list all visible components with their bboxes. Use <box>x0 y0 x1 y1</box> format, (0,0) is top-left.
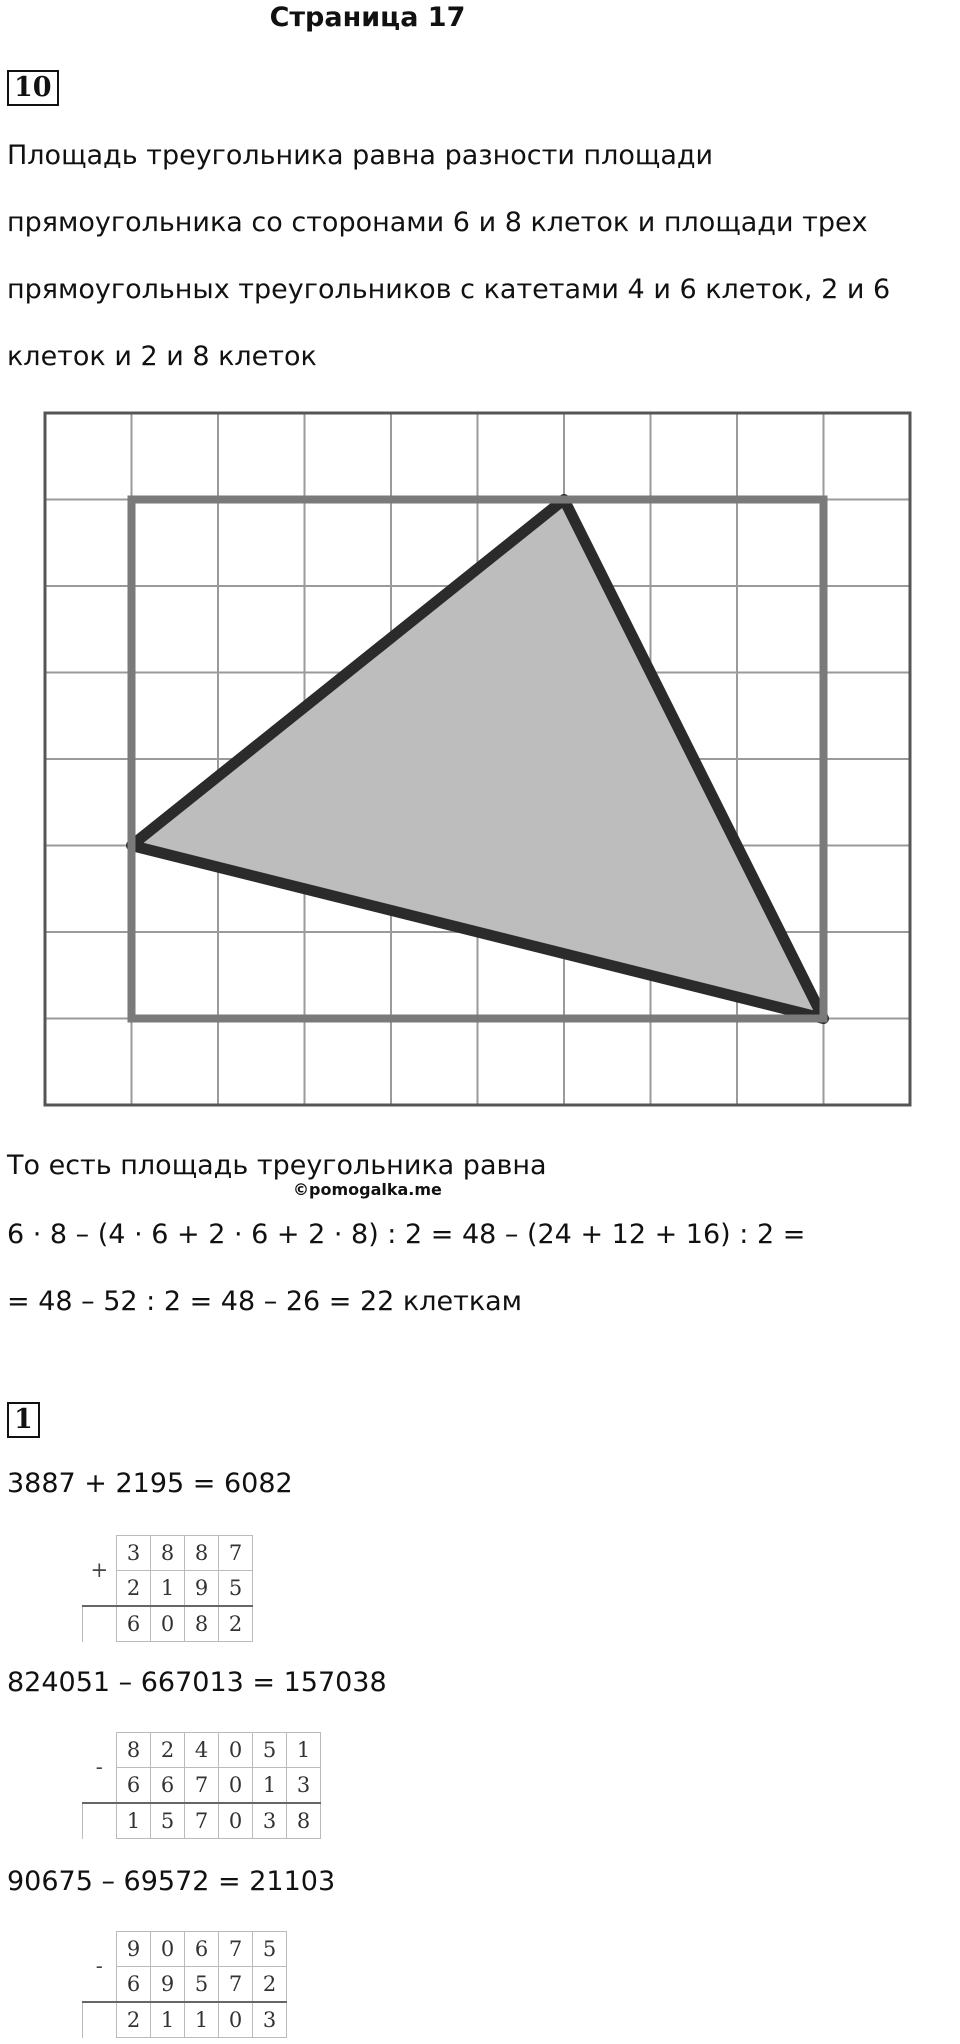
result-digit: 8 <box>185 1606 219 1642</box>
empty-cell <box>83 2002 117 2038</box>
triangle-grid-figure <box>40 408 920 1118</box>
digit-cell: 0 <box>151 1932 185 1967</box>
explanation-line: прямоугольника со сторонами 6 и 8 клеток и площади трех <box>7 207 868 238</box>
digit-cell: 6 <box>151 1768 185 1804</box>
result-digit: 2 <box>219 1606 253 1642</box>
digit-cell: 8 <box>151 1536 185 1571</box>
operation-sign: - <box>83 1932 117 2003</box>
result-digit: 2 <box>117 2002 151 2038</box>
result-digit: 3 <box>253 2002 287 2038</box>
task-number-1: 1 <box>7 1402 40 1438</box>
digit-cell: 1 <box>151 1571 185 1607</box>
result-digit: 0 <box>219 1803 253 1839</box>
equation-2: 824051 – 667013 = 157038 <box>7 1667 387 1698</box>
digit-cell: 6 <box>185 1932 219 1967</box>
explanation-line: клеток и 2 и 8 клеток <box>7 341 317 372</box>
result-digit: 6 <box>117 1606 151 1642</box>
result-digit: 0 <box>151 1606 185 1642</box>
digit-cell: 0 <box>219 1768 253 1804</box>
explanation-line: Площадь треугольника равна разности площади <box>7 140 714 171</box>
empty-cell <box>83 1606 117 1642</box>
digit-cell: 7 <box>219 1536 253 1571</box>
digit-cell: 1 <box>253 1768 287 1804</box>
result-digit: 8 <box>287 1803 321 1839</box>
digit-cell: 2 <box>151 1733 185 1768</box>
digit-cell: 7 <box>219 1932 253 1967</box>
digit-cell: 1 <box>287 1733 321 1768</box>
page-title: Страница 17 <box>269 2 466 33</box>
digit-cell: 7 <box>219 1967 253 2003</box>
result-intro: То есть площадь треугольника равна <box>7 1150 547 1181</box>
task10-explanation <box>7 122 957 390</box>
result-digit: 1 <box>185 2002 219 2038</box>
digit-cell: 7 <box>185 1768 219 1804</box>
result-digit: 3 <box>253 1803 287 1839</box>
column-calc-2 <box>82 1732 321 1839</box>
column-calc-1 <box>82 1535 253 1642</box>
equation-1: 3887 + 2195 = 6082 <box>7 1468 293 1499</box>
digit-cell: 0 <box>219 1733 253 1768</box>
digit-cell: 5 <box>219 1571 253 1607</box>
explanation-line: прямоугольных треугольников с катетами 4 и 6 клеток, 2 и 6 <box>7 274 891 305</box>
formula-line-1: 6 · 8 – (4 · 6 + 2 · 6 + 2 · 8) : 2 = 48 – (24 + 12 + 16) : 2 = <box>7 1219 806 1250</box>
operation-sign: + <box>83 1536 117 1607</box>
digit-cell: 6 <box>117 1768 151 1804</box>
digit-cell: 4 <box>185 1733 219 1768</box>
result-digit: 1 <box>117 1803 151 1839</box>
digit-cell: 3 <box>117 1536 151 1571</box>
digit-cell: 5 <box>185 1967 219 2003</box>
result-digit: 7 <box>185 1803 219 1839</box>
digit-cell: 9 <box>185 1571 219 1607</box>
digit-cell: 9 <box>151 1967 185 2003</box>
digit-cell: 2 <box>117 1571 151 1607</box>
watermark: ©pomogalka.me <box>293 1180 442 1199</box>
operation-sign: - <box>83 1733 117 1804</box>
formula-line-2: = 48 – 52 : 2 = 48 – 26 = 22 клеткам <box>7 1286 523 1317</box>
digit-cell: 9 <box>117 1932 151 1967</box>
task-number-10: 10 <box>7 70 59 106</box>
digit-cell: 8 <box>117 1733 151 1768</box>
empty-cell <box>83 1803 117 1839</box>
column-calc-3 <box>82 1931 287 2038</box>
digit-cell: 2 <box>253 1967 287 2003</box>
digit-cell: 5 <box>253 1733 287 1768</box>
equation-3: 90675 – 69572 = 21103 <box>7 1866 336 1897</box>
result-digit: 5 <box>151 1803 185 1839</box>
digit-cell: 8 <box>185 1536 219 1571</box>
result-digit: 1 <box>151 2002 185 2038</box>
result-digit: 0 <box>219 2002 253 2038</box>
digit-cell: 3 <box>287 1768 321 1804</box>
digit-cell: 6 <box>117 1967 151 2003</box>
digit-cell: 5 <box>253 1932 287 1967</box>
